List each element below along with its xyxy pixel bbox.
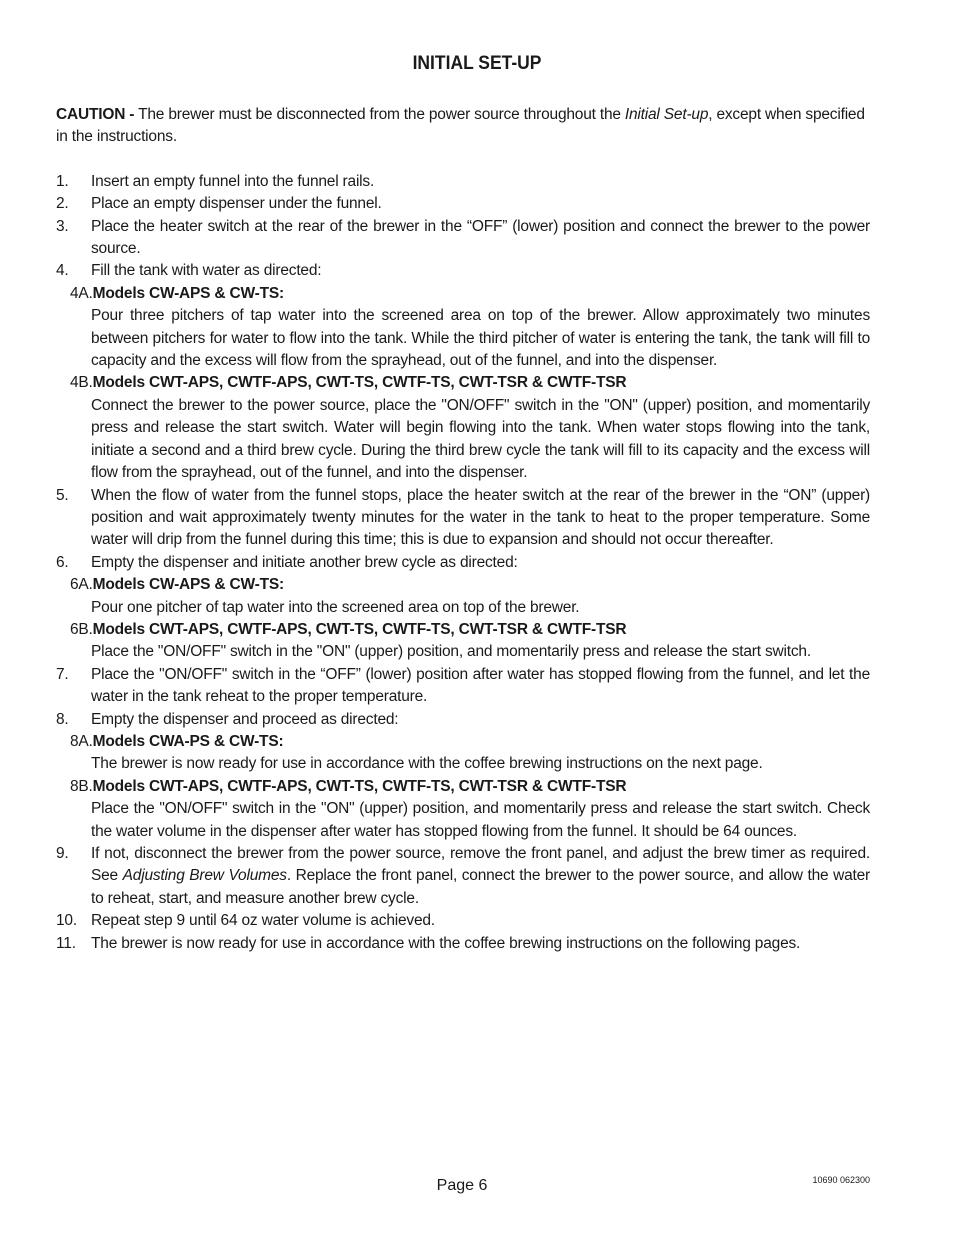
substep-label: 4B.: [70, 374, 93, 392]
step-text: Place an empty dispenser under the funnel.: [91, 195, 382, 213]
step-8: [56, 709, 870, 731]
step-5: [56, 485, 870, 552]
substep-4b-text: Connect the brewer to the power source, place the "ON/OFF" switch in the "ON" (upper) position, and momentarily press and release the start switch. Water will begin flowing into the tank. When water stops flowing into the tank, initiate a second and a third brew cycle. During the third brew cycle the tank will fill to its capacity and the excess will flow from the sprayhead, out of the funnel, and into the dispenser.: [91, 396, 870, 482]
step-2: [56, 193, 870, 215]
caution-text-before: The brewer must be disconnected from the power source throughout the: [134, 106, 625, 123]
substep-label: 6B.: [70, 620, 93, 638]
step-number: 4.: [56, 262, 69, 280]
substep-8b-heading: [56, 776, 870, 798]
step-6: [56, 552, 870, 574]
step-number: 6.: [56, 553, 69, 571]
substep-8a-text: The brewer is now ready for use in accordance with the coffee brewing instructions on the next page.: [91, 755, 763, 773]
step-number: 11.: [56, 934, 76, 952]
step-text: Repeat step 9 until 64 oz water volume is achieved.: [91, 912, 435, 930]
substep-title: Models CW-APS & CW-TS:: [92, 576, 284, 594]
step-number: 9.: [56, 845, 69, 862]
substep-8b-text: Place the "ON/OFF" switch in the "ON" (upper) position, and momentarily press and release the start switch. Check the water volume in the dispenser after water has stopped flowing from the funnel. It should be 64 ounces.: [91, 800, 870, 840]
step-4: [56, 260, 870, 282]
document-code: 10690 062300: [812, 1175, 870, 1185]
step-1: [56, 171, 870, 193]
step-number: 8.: [56, 710, 69, 728]
step-10: [56, 910, 870, 932]
step-9-text-after: . Replace the front panel, connect the brewer to the power source, and allow the water to reheat, start, and measure another brew cycle.: [91, 867, 870, 907]
substep-6a-text: Pour one pitcher of tap water into the screened area on top of the brewer.: [91, 598, 580, 616]
step-7: [56, 664, 870, 709]
caution-text-after: , except when specified in the instructions.: [56, 106, 865, 146]
substep-label: 4A.: [70, 284, 93, 302]
page-number: Page 6: [436, 1177, 488, 1194]
step-number: 2.: [56, 195, 69, 213]
step-text: When the flow of water from the funnel stops, place the heater switch at the rear of the brewer in the “ON” (upper) position and wait approximately twenty minutes for the water in the tank to heat to the proper temperature. Some water will drip from the funnel during this time; this is due to expansion and should not occur thereafter.: [91, 486, 870, 549]
step-text: Place the "ON/OFF" switch in the “OFF” (lower) position after water has stopped flowing from the funnel, and let the water in the tank reheat to the proper temperature.: [91, 665, 870, 706]
step-9: [56, 843, 870, 910]
caution-italic: Initial Set-up: [624, 106, 709, 123]
step-text: Place the heater switch at the rear of the brewer in the “OFF” (lower) position and connect the brewer to the power source.: [91, 217, 870, 258]
substep-title: Models CWT-APS, CWTF-APS, CWT-TS, CWTF-TS, CWT-TSR & CWTF-TSR: [92, 620, 627, 638]
substep-6b-heading: [56, 619, 870, 641]
steps-list: [56, 171, 870, 955]
step-9-text-before: If not, disconnect the brewer from the power source, remove the front panel, and adjust the brew timer as required. See: [91, 845, 870, 885]
step-number: 10.: [56, 912, 77, 930]
substep-6a-heading: [56, 574, 870, 596]
caution-paragraph: [56, 104, 870, 149]
substep-4a-text: Pour three pitchers of tap water into the screened area on top of the brewer. Allow approximately two minutes between pitchers for water to flow into the tank. While the third pitcher of water is entering the tank, the tank will fill to capacity and the excess will flow from the sprayhead, out of the funnel, and into the dispenser.: [91, 307, 870, 370]
page-title: INITIAL SET-UP: [412, 53, 542, 74]
substep-title: Models CWT-APS, CWTF-APS, CWT-TS, CWTF-TS, CWT-TSR & CWTF-TSR: [92, 374, 627, 392]
step-text: The brewer is now ready for use in accordance with the coffee brewing instructions on the following pages.: [91, 934, 801, 952]
substep-label: 6A.: [70, 576, 93, 594]
substep-4a-heading: [56, 283, 870, 305]
step-text: Insert an empty funnel into the funnel rails.: [91, 172, 375, 190]
substep-title: Models CWA-PS & CW-TS:: [92, 732, 284, 750]
instructions-body: [56, 104, 870, 955]
step-number: 7.: [56, 665, 69, 683]
substep-title: Models CW-APS & CW-TS:: [92, 284, 284, 302]
substep-4b-heading: [56, 372, 870, 394]
substep-label: 8B.: [70, 777, 93, 795]
step-9-italic: Adjusting Brew Volumes: [122, 867, 287, 885]
substep-label: 8A.: [70, 732, 93, 750]
substep-6b-text: Place the "ON/OFF" switch in the "ON" (upper) position, and momentarily press and release the start switch.: [91, 643, 811, 661]
caution-label: CAUTION -: [56, 106, 135, 123]
substep-8a-heading: [56, 731, 870, 753]
step-3: [56, 216, 870, 261]
step-text: Empty the dispenser and initiate another brew cycle as directed:: [91, 553, 518, 571]
step-number: 1.: [56, 172, 69, 190]
step-text: Empty the dispenser and proceed as directed:: [91, 710, 399, 728]
step-number: 5.: [56, 486, 69, 504]
step-text: Fill the tank with water as directed:: [91, 262, 322, 280]
step-number: 3.: [56, 217, 69, 235]
step-text: [91, 843, 870, 910]
substep-title: Models CWT-APS, CWTF-APS, CWT-TS, CWTF-TS, CWT-TSR & CWTF-TSR: [92, 777, 627, 795]
step-11: [56, 933, 870, 955]
